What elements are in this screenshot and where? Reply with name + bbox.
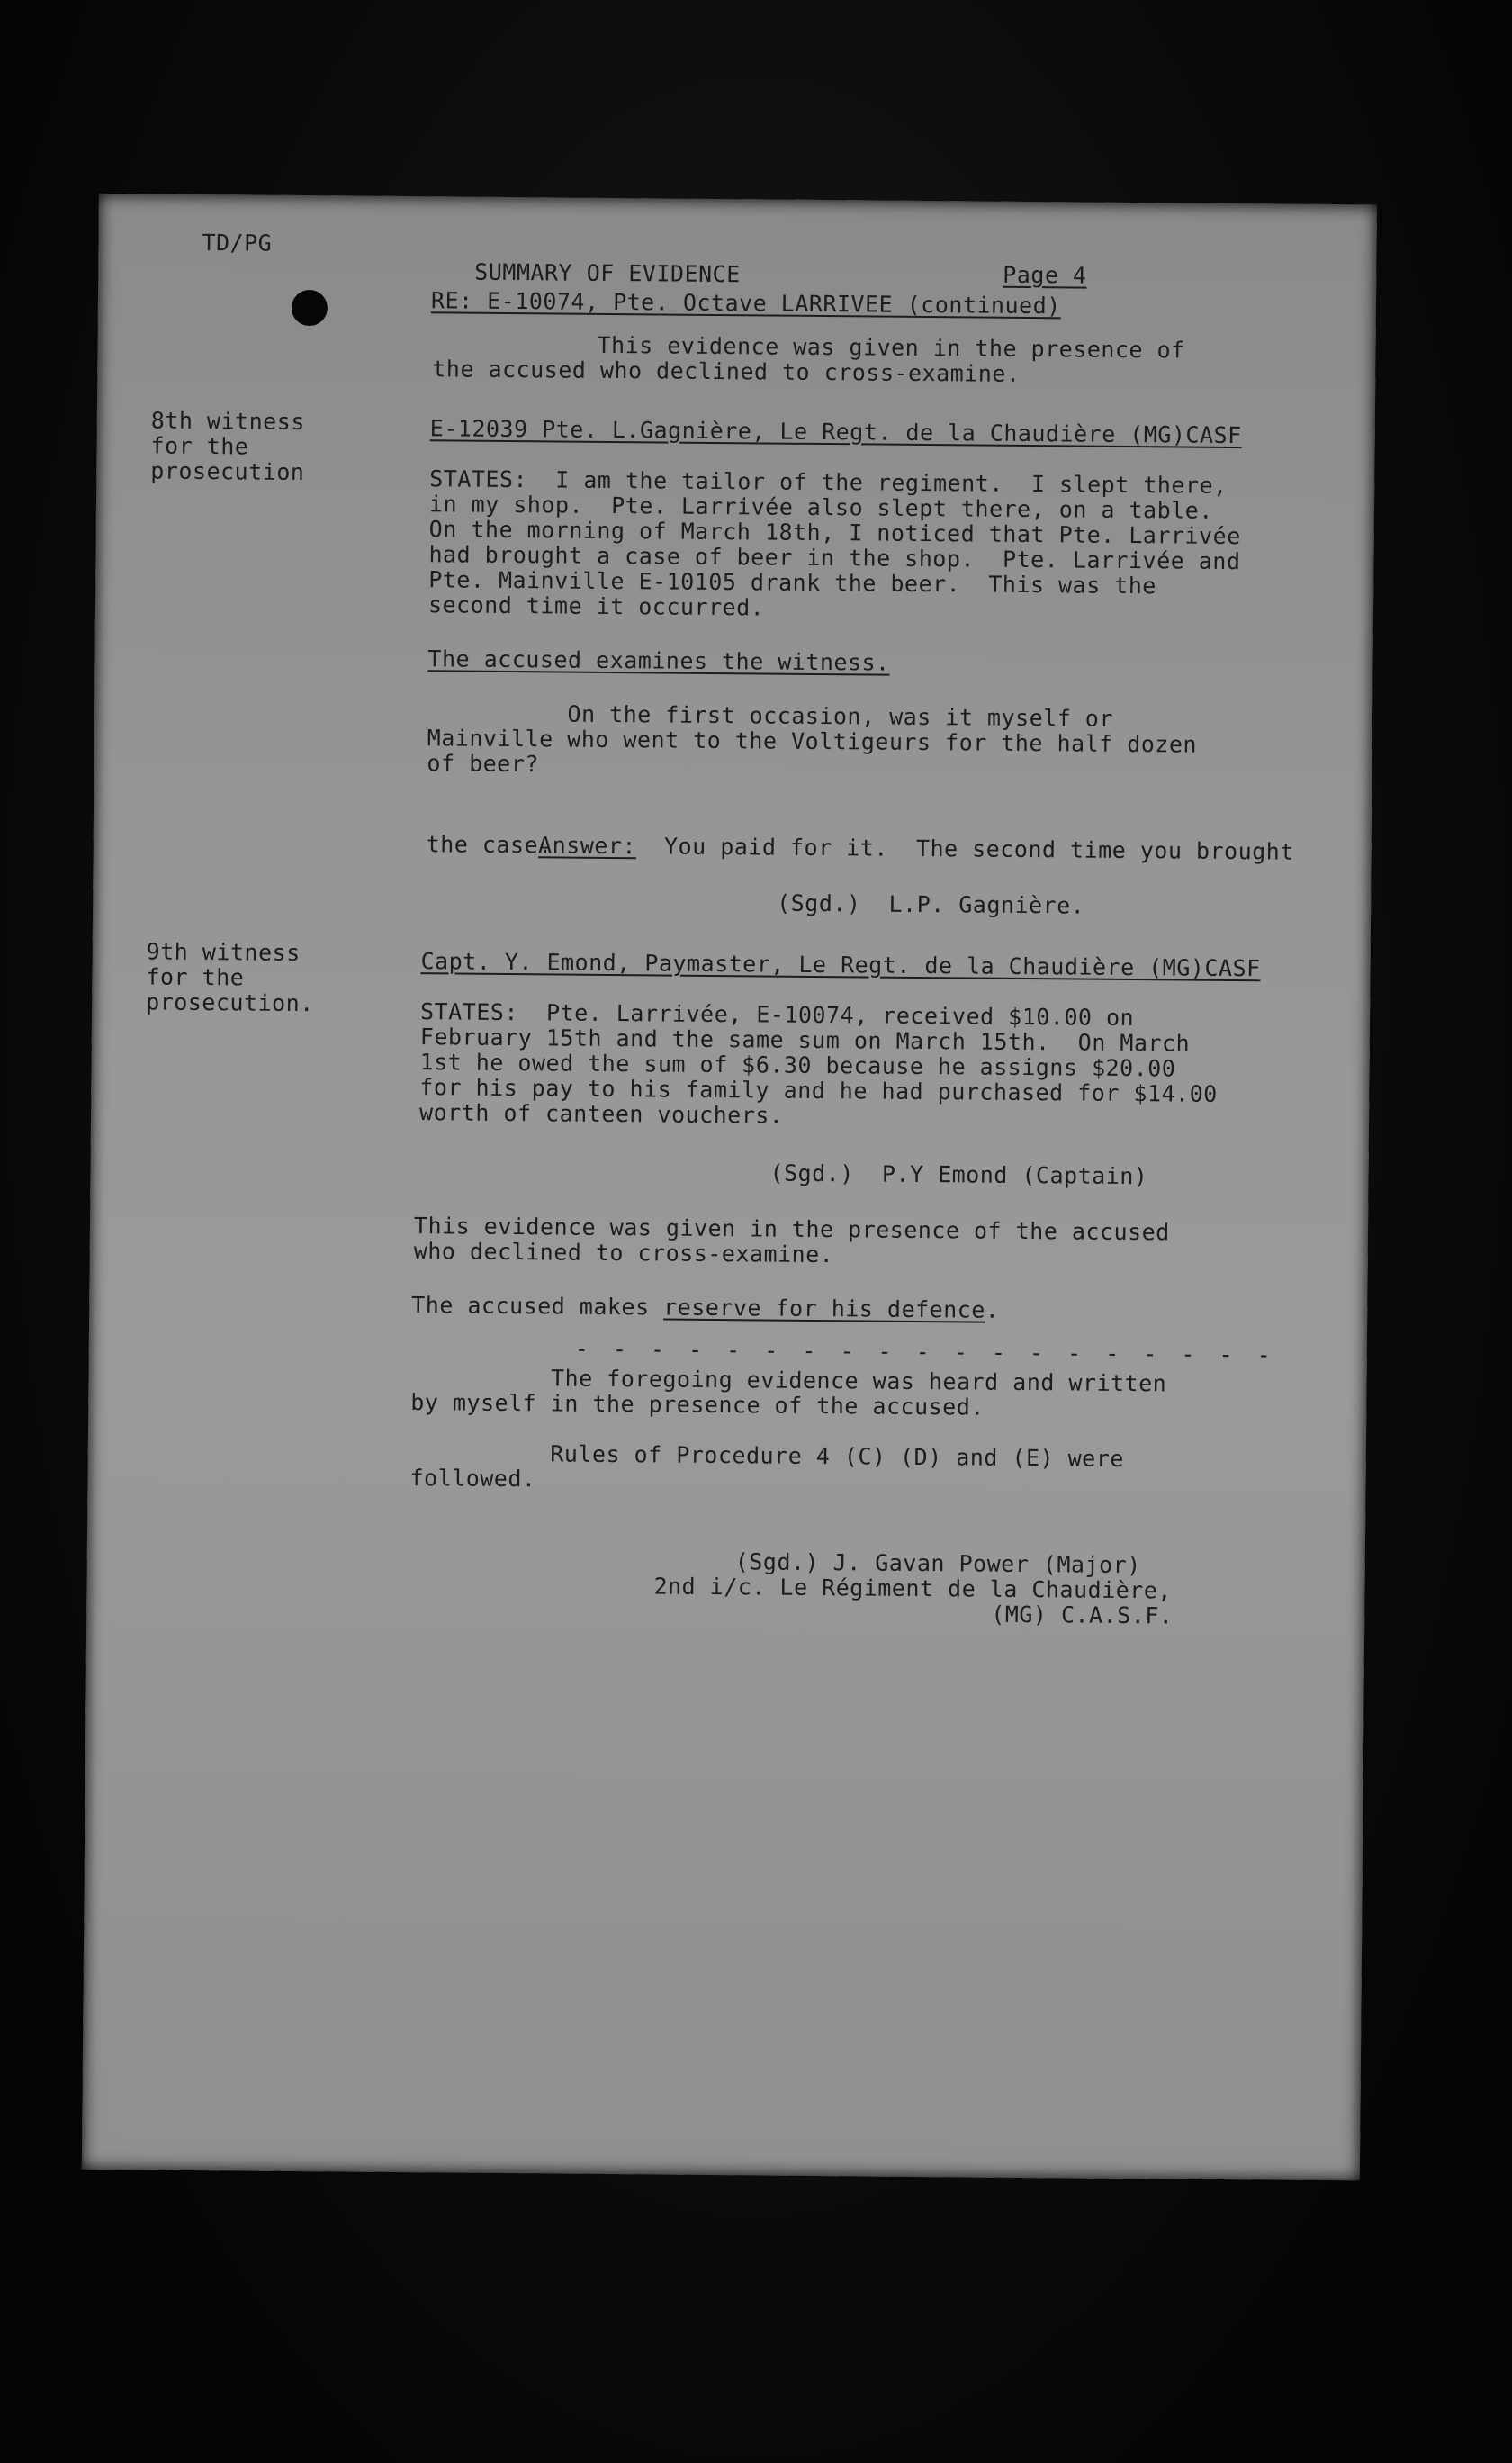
margin-line: prosecution.: [146, 988, 314, 1017]
statement-line: Pte. Mainville E-10105 drank the beer. This was the: [428, 566, 1157, 600]
statement-line: 1st he owed the sum of $6.30 because he assigns $20.00: [419, 1049, 1176, 1082]
punch-hole: [292, 290, 328, 326]
statement-line: February 15th and the same sum on March 15th. On March: [419, 1024, 1191, 1057]
answer-line: You paid for it. The second time you brought: [635, 833, 1295, 865]
statement-line: STATES: I am the tailor of the regiment. I slept there,: [429, 465, 1228, 499]
intro-line: the accused who declined to cross-examine.: [432, 356, 1021, 387]
margin-line: prosecution: [150, 457, 305, 486]
examines-heading: The accused examines the witness.: [428, 645, 890, 676]
reserve-underlined: reserve for his defence: [663, 1294, 986, 1323]
margin-line: for the: [150, 432, 249, 460]
reserve-suffix: .: [985, 1296, 1000, 1323]
document-title: SUMMARY OF EVIDENCE: [474, 258, 741, 288]
signature-line: 2nd i/c. Le Régiment de la Chaudière,: [653, 1573, 1173, 1604]
reserve-prefix: The accused makes: [411, 1292, 664, 1321]
margin-line: for the: [146, 963, 245, 991]
presence-line: This evidence was given in the presence of the accused: [413, 1213, 1170, 1246]
intro-line: This evidence was given in the presence of: [597, 331, 1185, 364]
foregoing-line: by myself in the presence of the accused.: [410, 1389, 986, 1421]
signature-line: (MG) C.A.S.F.: [991, 1601, 1174, 1629]
statement-line: second time it occurred.: [428, 591, 765, 621]
question-line: of beer?: [427, 750, 540, 778]
rules-line: Rules of Procedure 4 (C) (D) and (E) were: [410, 1439, 1125, 1472]
file-reference: TD/PG: [202, 230, 273, 257]
separator-dashes: - - - - - - - - - - - - - - - - - - -: [574, 1335, 1276, 1368]
statement-line: had brought a case of beer in the shop. Pte. Larrivée and: [428, 541, 1241, 575]
witness-8-signature: (Sgd.) L.P. Gagnière.: [777, 889, 1085, 919]
answer-line: the case.: [426, 831, 553, 859]
answer-label: Answer:: [537, 832, 637, 860]
margin-line: 8th witness: [150, 407, 306, 436]
page-number: Page 4: [1003, 261, 1087, 289]
document-page: [82, 194, 1377, 2180]
question-line: On the first occasion, was it myself or: [427, 699, 1114, 732]
statement-line: worth of canteen vouchers.: [418, 1099, 784, 1129]
witness-8-heading: E-12039 Pte. L.Gagnière, Le Regt. de la Chaudière (MG)CASF: [429, 415, 1242, 449]
statement-line: for his pay to his family and he had purchased for $14.00: [419, 1074, 1218, 1107]
reserve-line: [411, 1293, 999, 1323]
signature-line: (Sgd.) J. Gavan Power (Major): [734, 1548, 1141, 1579]
margin-line: 9th witness: [146, 938, 301, 966]
rules-line: followed.: [410, 1465, 536, 1493]
statement-line: STATES: Pte. Larrivée, E-10074, received $10.00 on: [419, 998, 1135, 1032]
witness-9-heading: Capt. Y. Emond, Paymaster, Le Regt. de la Chaudière (MG)CASF: [420, 948, 1261, 982]
foregoing-line: The foregoing evidence was heard and written: [410, 1364, 1167, 1397]
question-line: Mainville who went to the Voltigeurs for the half dozen: [427, 725, 1198, 758]
statement-line: On the morning of March 18th, I noticed that Pte. Larrivée: [428, 516, 1241, 550]
re-line: RE: E-10074, Pte. Octave LARRIVEE (continued): [430, 287, 1061, 320]
statement-line: in my shop. Pte. Larrivée also slept there, on a table.: [428, 491, 1213, 524]
witness-9-signature: (Sgd.) P.Y Emond (Captain): [770, 1159, 1148, 1190]
presence-line: who declined to cross-examine.: [413, 1238, 834, 1268]
